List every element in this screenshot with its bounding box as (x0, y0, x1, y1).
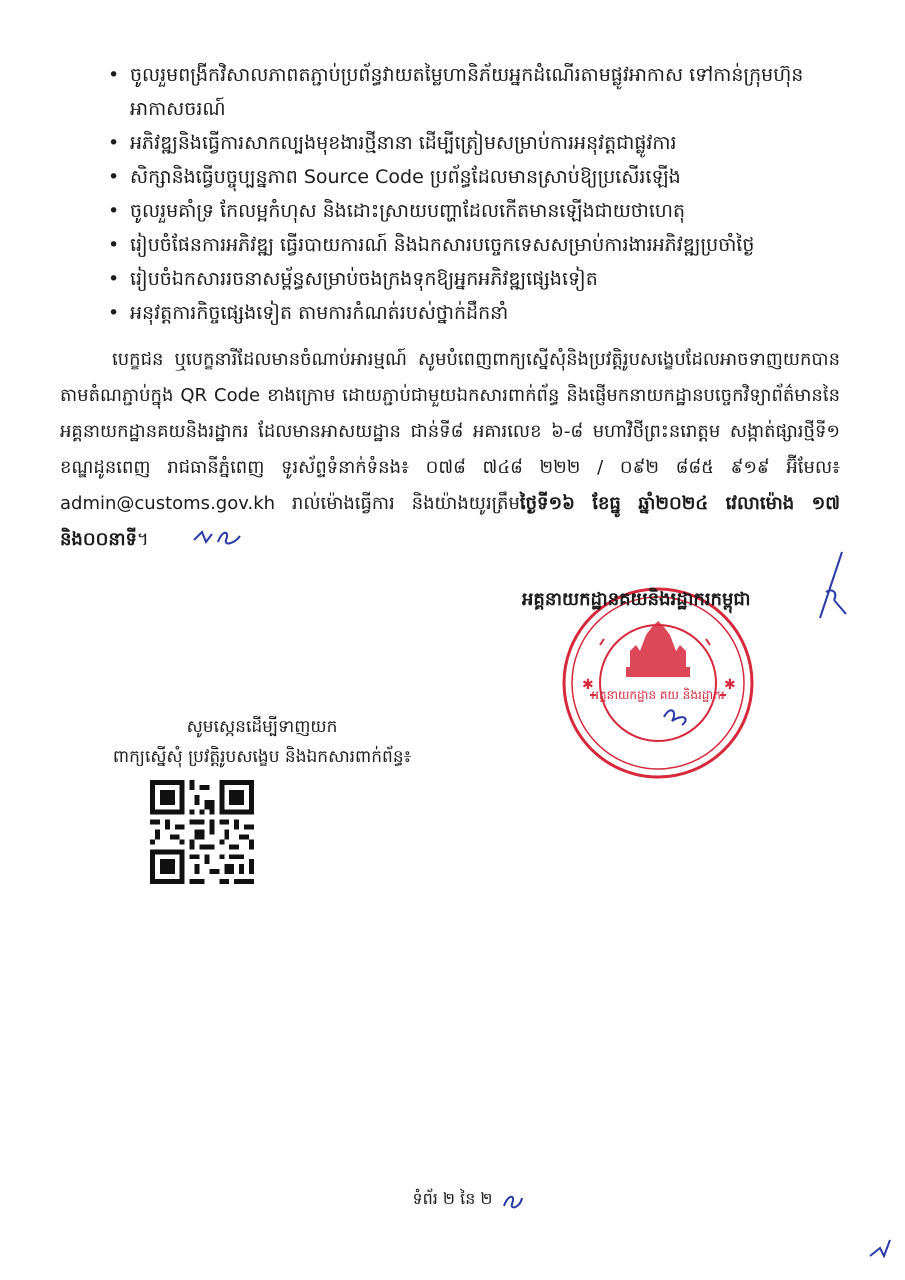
handwritten-initial-icon (190, 524, 250, 550)
list-item: • រៀបចំឯកសាររចនាសម្ព័ន្ធសម្រាប់ចងក្រងទុកឱ្យអ្នកអភិវឌ្ឍផ្សេងទៀត (108, 262, 848, 296)
page-number: ទំព័រ ២ នៃ ២ (412, 1189, 493, 1208)
instructions-text: បេក្ខជន ឬបេក្ខនារីដែលមានចំណាប់អារម្មណ៍ សូមបំពេញពាក្យស្នើសុំនិងប្រវត្តិរូបសង្ខេបដែលអាចទាញយកបានតាមតំណភ្ជាប់ក្នុង QR Code ខាងក្រោម ដោយភ្ជាប់ជាមួយឯកសារពាក់ព័ន្ធ និងផ្ញើមកនាយកដ្ឋានបច្ចេកវិទ្យាព័ត៌មាននៃអគ្គនាយកដ្ឋានគយនិងរដ្ឋាករ ដែលមានអាសយដ្ឋាន ជាន់ទី៨ អគារលេខ ៦-៨ មហាវិថីព្រះនរោត្តម សង្កាត់ផ្សារថ្មីទី១ ខណ្ឌដូនពេញ រាជធានីភ្នំពេញ ទូរស័ព្ទទំនាក់ទំនង៖ ០៧៨ ៧៤៨ ២២២ / ០៩២ ៨៨៥ ៩១៩ អ៊ីមែល៖ admin@customs.gov.kh រាល់ម៉ោងធ្វើការ និងយ៉ាងយូរត្រឹម (60, 349, 840, 514)
qr-caption-line-1: សូមស្កេនដើម្បីទាញយក (186, 717, 338, 737)
list-item: • រៀបចំផែនការអភិវឌ្ឍ ធ្វើរបាយការណ៍ និងឯកសារបច្ចេកទេសសម្រាប់ការងារអភិវឌ្ឍប្រចាំថ្ងៃ (108, 228, 848, 262)
issuing-organization: អគ្គនាយកដ្ឋានគយនិងរដ្ឋាករកម្ពុជា (522, 589, 751, 610)
deadline-text: ថ្ងៃទី១៦ ខែធ្នូ ឆ្នាំ២០២៤ វេលាម៉ោង ១៧ និង០០នាទី (60, 493, 840, 550)
signature-icon (812, 548, 852, 624)
application-instructions (60, 342, 840, 558)
footer-initial-icon (500, 1190, 526, 1212)
list-item: • សិក្សានិងធ្វើបច្ចុប្បន្នភាព Source Code ប្រព័ន្ធដែលមានស្រាប់ឱ្យប្រសើរឡើង (108, 160, 848, 194)
duties-list (108, 58, 848, 330)
list-item: • អភិវឌ្ឍនិងធ្វើការសាកល្បងមុខងារថ្មីនានា ដើម្បីត្រៀមសម្រាប់ការអនុវត្តជាផ្លូវការ (108, 126, 848, 160)
list-item: • ចូលរួមគាំទ្រ កែលម្អកំហុស និងដោះស្រាយបញ្ហាដែលកើតមានឡើងជាយថាហេតុ (108, 194, 848, 228)
sentence-end: ។ (136, 529, 149, 550)
seal-text: អគ្គនាយកដ្ឋាន គយ និងរដ្ឋាករ (591, 688, 725, 702)
qr-code-icon[interactable] (150, 780, 254, 884)
seal-star-left-icon: ✱ (582, 677, 594, 693)
seal-star-right-icon: ✱ (724, 677, 736, 693)
qr-caption (62, 712, 462, 772)
corner-initial-icon (866, 1236, 894, 1262)
list-item: • ចូលរួមពង្រីកវិសាលភាពតភ្ជាប់ប្រព័ន្ធវាយតម្លៃហានិភ័យអ្នកដំណើរតាមផ្លូវអាកាស ទៅកាន់ក្រុមហ៊ុនអាកាសចរណ៍ (108, 58, 848, 126)
qr-caption-line-2: ពាក្យស្នើសុំ ប្រវត្តិរូបសង្ខេប និងឯកសារពាក់ព័ន្ធ៖ (112, 747, 412, 767)
official-seal-icon (560, 585, 756, 781)
list-item: • អនុវត្តការកិច្ចផ្សេងទៀត តាមការកំណត់របស់ថ្នាក់ដឹកនាំ (108, 296, 848, 330)
